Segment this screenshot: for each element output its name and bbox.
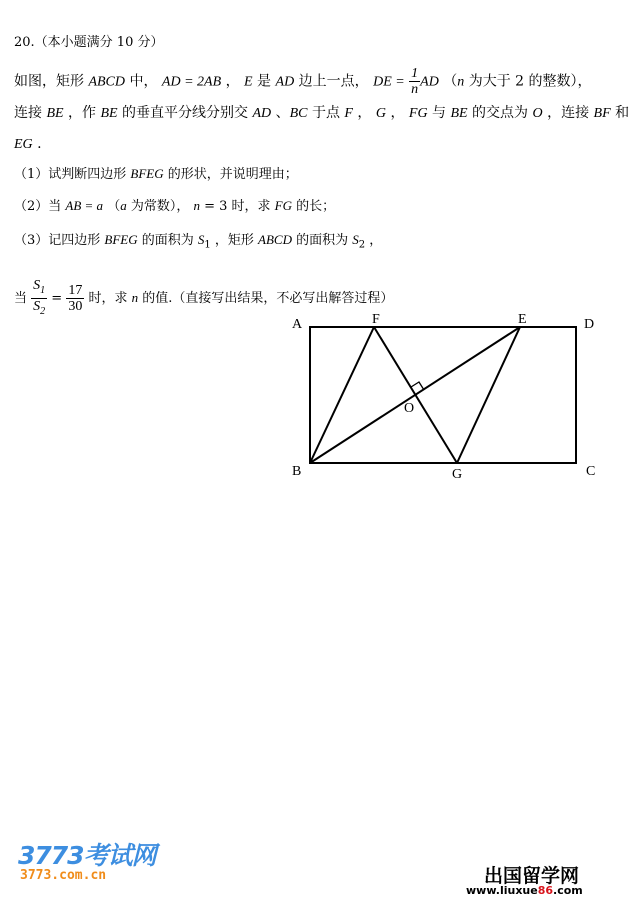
rectangle-abcd xyxy=(310,327,576,463)
label-d: D xyxy=(584,317,595,332)
problem-header: 20.（本小题满分 10 分） xyxy=(14,35,164,50)
label-c: C xyxy=(586,464,596,479)
label-a: A xyxy=(292,317,303,332)
watermark-logo-3773: 3773考试网 xyxy=(18,841,156,870)
watermark-liuxue-title: 出国留学网 xyxy=(484,865,580,887)
question-2: （2）当 AB = a （a 为常数）， n = 3 时，求 FG 的长； xyxy=(14,198,336,214)
question-1: （1）试判断四边形 BFEG 的形状，并说明理由； xyxy=(14,166,298,182)
problem-line-1: 如图，矩形 ABCD 中， AD = 2AB ， E 是 AD 边上一点， DE = $\frac{1}{n}$ AD （n 为大于 2 的整数）， xyxy=(14,66,592,97)
fraction-s1-over-s2: $\frac{S_1}{S_2}$ xyxy=(33,278,46,317)
question-3: （3）记四边形 BFEG 的面积为 $S_1$ ，矩形 ABCD 的面积为 $S_2$ ， xyxy=(14,232,383,251)
right-angle-mark xyxy=(411,382,424,390)
label-f: F xyxy=(372,312,380,327)
geometry-diagram xyxy=(288,306,608,486)
watermark-liuxue-url: www.liuxue86.com xyxy=(466,884,583,897)
watermark-url-3773: 3773.com.cn xyxy=(20,868,107,883)
question-3-condition: 当 $\frac{S_1}{S_2}$ = $\frac{17}{30}$ 时，求 n 的值.（直接写出结果，不必写出解答过程） xyxy=(14,278,394,317)
problem-line-3: EG . xyxy=(14,136,42,152)
label-g: G xyxy=(452,467,463,482)
problem-line-2: 连接 BE ，作 BE 的垂直平分线分别交 AD 、BC 于点 F ， G ， FG 与 BE 的交点为 O ，连接 BF 和 xyxy=(14,105,629,121)
label-b: B xyxy=(292,464,302,479)
label-e: E xyxy=(518,312,527,327)
fraction-1-over-n: $\frac{1}{n}$ xyxy=(411,66,419,97)
segment-fg xyxy=(374,327,457,463)
label-o: O xyxy=(404,401,415,416)
fraction-17-over-30: $\frac{17}{30}$ xyxy=(68,282,83,314)
